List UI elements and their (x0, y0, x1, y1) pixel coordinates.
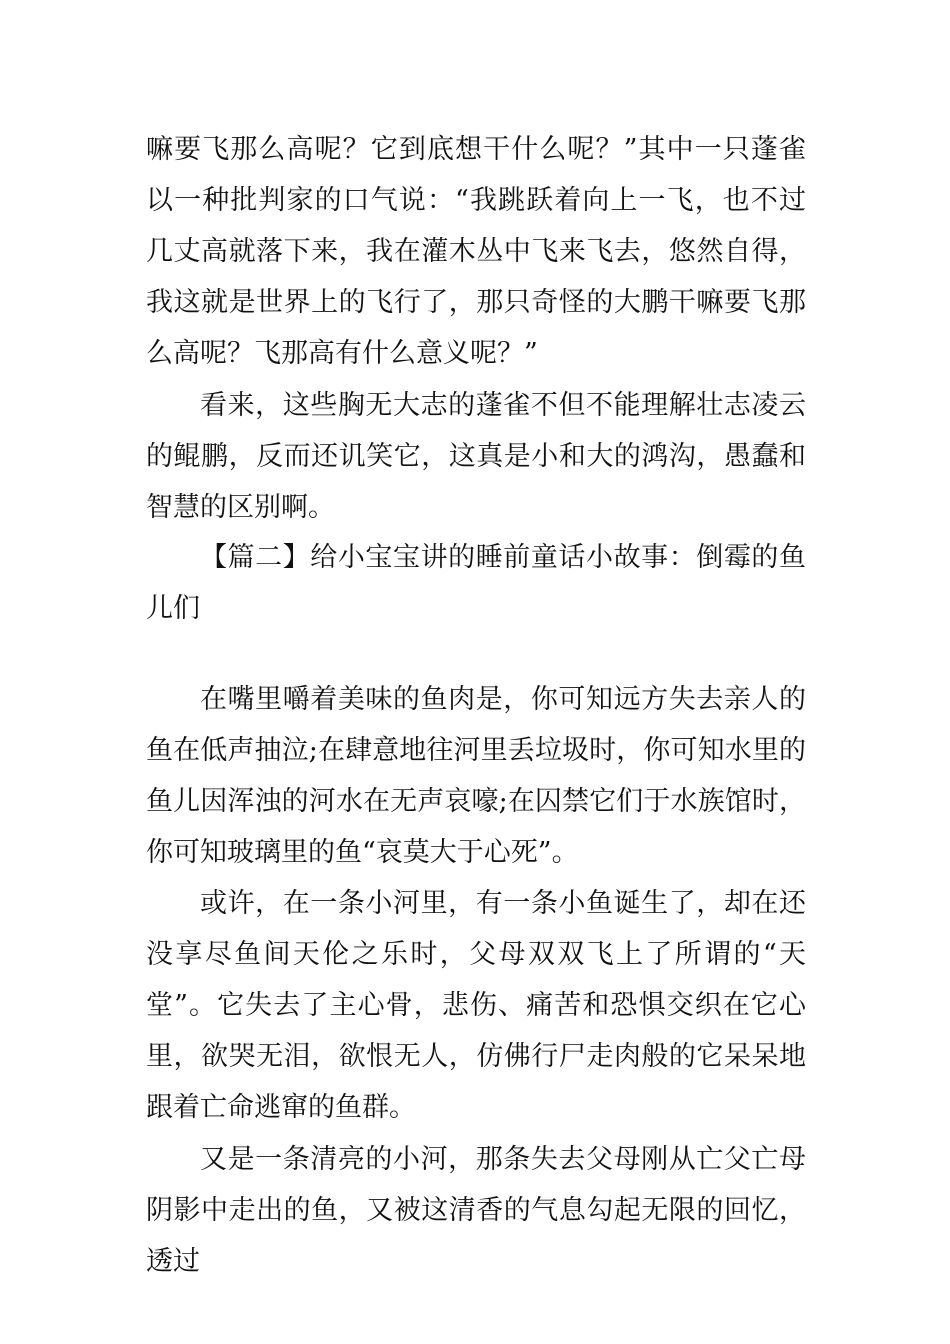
section-title: 【篇二】给小宝宝讲的睡前童话小故事：倒霉的鱼儿们 (146, 542, 806, 624)
paragraph-text: 又是一条清亮的小河，那条失去父母刚从亡父亡母阴影中走出的鱼，又被这清香的气息勾起无限的回忆，透过 (146, 1144, 806, 1277)
paragraph-text: 嘛要飞那么高呢？它到底想干什么呢？”其中一只蓬雀以一种批判家的口气说：“我跳跃着向上一飞，也不过几丈高就落下来，我在灌木丛中飞来飞去，悠然自得，我这就是世界上的飞行了，那只奇怪的大鹏干嘛要飞那么高呢？飞那高有什么意义呢？” (146, 134, 806, 369)
paragraph-story-1 (146, 878, 806, 1133)
paragraph-text: 或许，在一条小河里，有一条小鱼诞生了，却在还没享尽鱼间天伦之乐时，父母双双飞上了所谓的“天堂”。它失去了主心骨，悲伤、痛苦和恐惧交织在它心里，欲哭无泪，欲恨无人，仿佛行尸走肉般的它呆呆地跟着亡命逃窜的鱼群。 (146, 888, 806, 1123)
section-heading (146, 532, 806, 634)
paragraph-text: 看来，这些胸无大志的蓬雀不但不能理解壮志凌云的鲲鹏，反而还讥笑它，这真是小和大的鸿沟，愚蠢和智慧的区别啊。 (146, 390, 806, 523)
paragraph-story-end-quote (146, 124, 806, 379)
paragraph-story-2 (146, 1134, 806, 1287)
paragraph-commentary (146, 380, 806, 533)
paragraph-intro (146, 674, 806, 878)
paragraph-text: 在嘴里嚼着美味的鱼肉是，你可知远方失去亲人的鱼在低声抽泣;在肆意地往河里丢垃圾时，你可知水里的鱼儿因浑浊的河水在无声哀嚎;在囚禁它们于水族馆时，你可知玻璃里的鱼“哀莫大于心死”。 (146, 684, 806, 868)
